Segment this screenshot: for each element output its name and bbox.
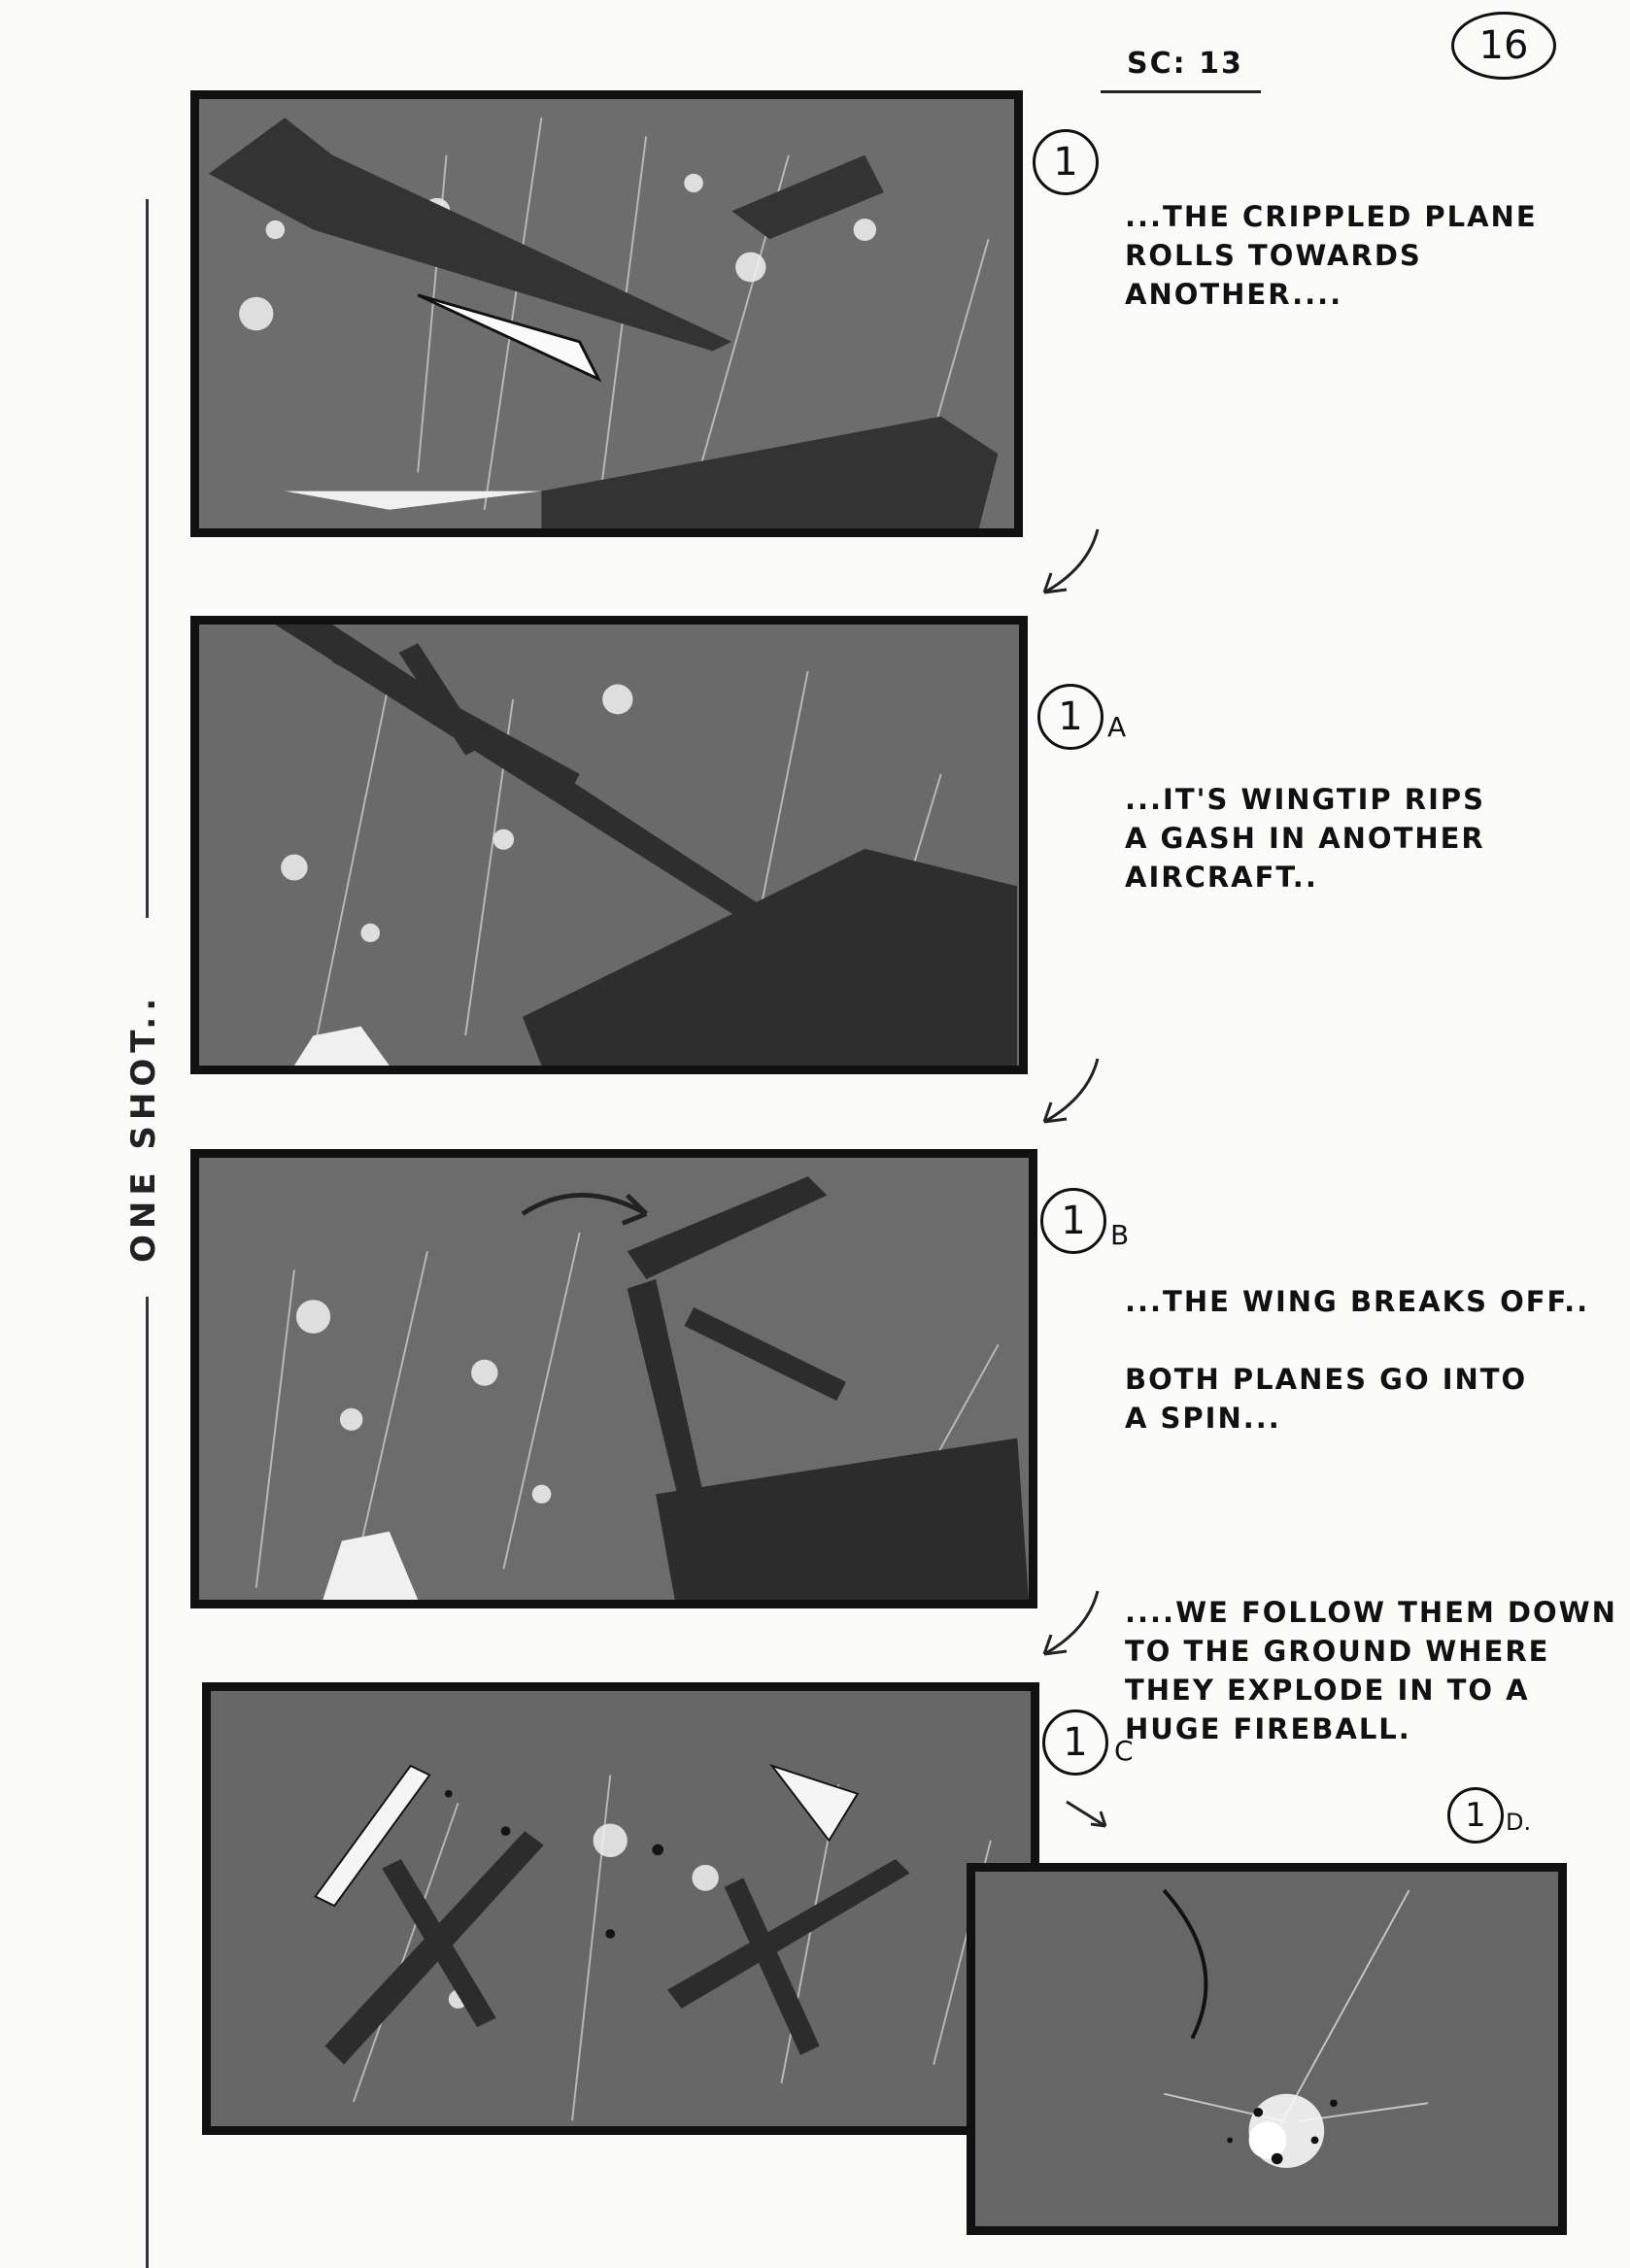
transition-arrow-4 [1062, 1797, 1120, 1836]
panel-1d-suffix: D. [1506, 1809, 1532, 1836]
panel-1d [967, 1863, 1567, 2235]
panel-1b-caption: ...THE WING BREAKS OFF.. BOTH PLANES GO INTO A SPIN... [1125, 1285, 1590, 1435]
panel-1d-label-text: 1 [1465, 1796, 1486, 1835]
panel-1c-label [1042, 1709, 1108, 1776]
panel-1c-caption: ....WE FOLLOW THEM DOWN TO THE GROUND WHERE THEY EXPLODE IN TO A HUGE FIREBALL. [1125, 1596, 1617, 1745]
one-shot-label: ONE SHOT.. [124, 992, 163, 1263]
panel-1a-label-text: 1 [1058, 694, 1083, 739]
transition-arrow-3 [1030, 1581, 1107, 1669]
page-number [1451, 12, 1556, 80]
panel-1a-suffix: A [1107, 711, 1127, 743]
transition-arrow-1 [1030, 520, 1107, 607]
panel-1c [202, 1682, 1039, 2135]
panel-1 [190, 90, 1023, 537]
panel-1a-caption: ...IT'S WINGTIP RIPS A GASH IN ANOTHER AIRCRAFT.. [1125, 783, 1486, 894]
panel-1-label-text: 1 [1053, 140, 1078, 185]
one-shot-line-top [146, 199, 149, 918]
panel-1-caption: ...THE CRIPPLED PLANE ROLLS TOWARDS ANOTHER.... [1125, 200, 1538, 311]
panel-1b-label-text: 1 [1061, 1199, 1086, 1243]
panel-1d-drawing [975, 1872, 1558, 2226]
panel-1-label [1033, 129, 1099, 195]
panel-1a-drawing [199, 625, 1019, 1066]
panel-1a-label [1037, 684, 1104, 750]
one-shot-line-bottom [146, 1297, 149, 2268]
page-number-text: 16 [1478, 23, 1529, 68]
transition-arrow-2 [1030, 1049, 1107, 1136]
scene-label: SC: 13 [1127, 47, 1243, 81]
panel-1b-suffix: B [1110, 1219, 1130, 1251]
panel-1-drawing [199, 99, 1014, 528]
panel-1c-label-text: 1 [1063, 1720, 1088, 1765]
panel-1b-drawing [199, 1158, 1029, 1600]
scene-underline [1101, 90, 1261, 93]
panel-1b [190, 1149, 1037, 1608]
panel-1b-label [1040, 1188, 1106, 1254]
panel-1d-label [1447, 1787, 1504, 1844]
panel-1c-suffix: C [1114, 1735, 1134, 1767]
panel-1a [190, 616, 1028, 1074]
panel-1c-drawing [211, 1691, 1031, 2126]
